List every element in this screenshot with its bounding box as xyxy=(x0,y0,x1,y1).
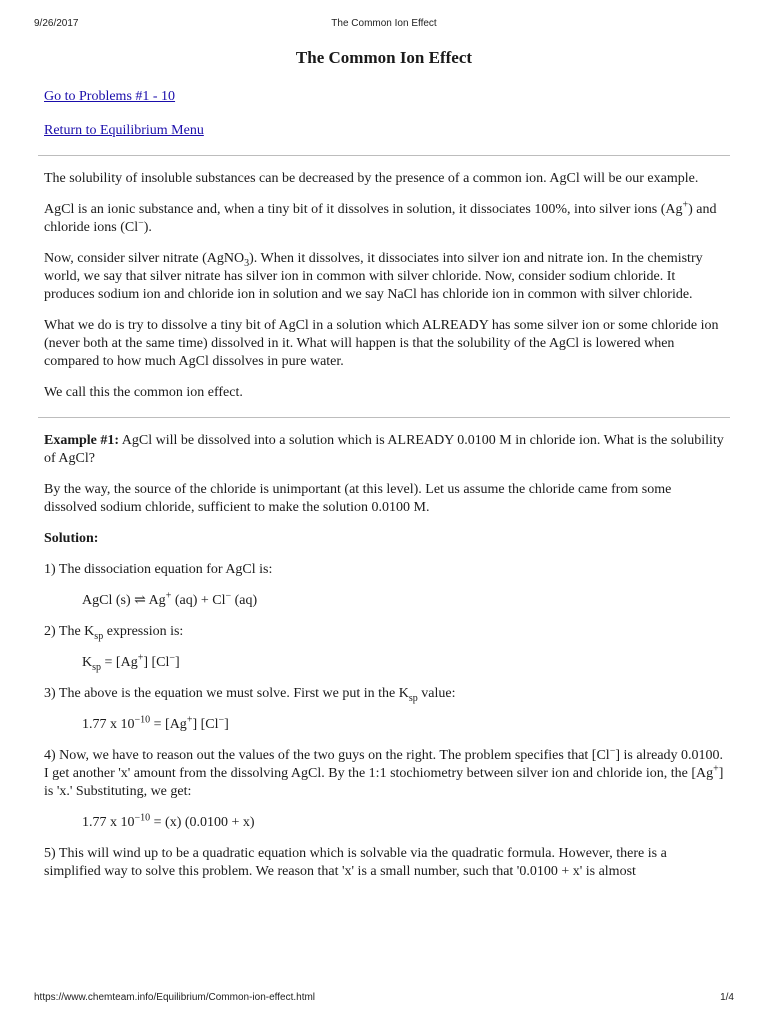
example-1-statement: Example #1: AgCl will be dissolved into a solution which is ALREADY 0.0100 M in chloride ion. What is the solubility of AgCl? xyxy=(44,433,724,466)
step-3: 3) The above is the equation we must solve. First we put in the $K_{sp}$ value: xyxy=(44,686,456,704)
example-1-note: By the way, the source of the chloride is unimportant (at this level). Let us assume the chloride came from some dissolved sodium chloride, sufficient to make the solution 0.0100 M. xyxy=(44,482,672,515)
intro-paragraph-4: What we do is try to dissolve a tiny bit of AgCl in a solution which ALREADY has some silver ion or some chloride ion (never both at the same time) dissolved in it. What will happen is that the solubility of the AgCl is lowered when compared to how much AgCl dissolves in pure water. xyxy=(44,318,719,369)
print-url: https://www.chemteam.info/Equilibrium/Common-ion-effect.html xyxy=(34,992,316,1003)
intro-paragraph-2: AgCl is an ionic substance and, when a tiny bit of it dissolves in solution, it dissociates 100%, into silver ions (Ag+) and chloride ions (Cl−). xyxy=(44,199,717,235)
divider xyxy=(38,417,730,418)
divider xyxy=(38,155,730,156)
equation-ksp-value: 1.77 x $10^{-10} = [Ag^+]$ [Cl−] xyxy=(82,714,229,732)
equation-ksp-expression: $K_{sp} = [Ag^+]$ [Cl−] xyxy=(82,652,180,673)
step-1: 1) The dissociation equation for AgCl is: xyxy=(44,562,273,577)
link-return-to-menu[interactable]: Return to Equilibrium Menu xyxy=(44,123,204,138)
print-page-number: 1/4 xyxy=(720,992,734,1003)
intro-paragraph-3: Now, consider silver nitrate (AgNO$_3$). When it dissolves, it dissociates into silver ion and nitrate ion. In the chemistry world, we say that silver nitrate has silver ion in common with silver chloride. Now, consider sodium chloride. It produces sodium ion and chloride ion in solution and we say NaCl has chloride ion in common with silver chloride. xyxy=(44,251,703,302)
link-go-to-problems[interactable]: Go to Problems #1 - 10 xyxy=(44,89,176,104)
document-body xyxy=(44,44,724,894)
print-date: 9/26/2017 xyxy=(34,18,79,29)
equation-dissociation: AgCl (s) ⇌ Ag+ (aq) + Cl− (aq) xyxy=(82,590,258,608)
solution-heading: Solution: xyxy=(44,531,99,546)
intro-paragraph-1: The solubility of insoluble substances can be decreased by the presence of a common ion. AgCl will be our example. xyxy=(44,171,699,186)
equation-substituted: 1.77 x $10^{-10} = (x) (0.0100 + x)$ xyxy=(82,812,255,830)
step-2: 2) The $K_{sp}$ expression is: xyxy=(44,624,184,642)
intro-paragraph-5: We call this the common ion effect. xyxy=(44,385,243,400)
example-label: Example #1: xyxy=(44,433,120,448)
step-4: 4) Now, we have to reason out the values of the two guys on the right. The problem specifies that [Cl−] is already 0.0100. I get another 'x' amount from the dissolving AgCl. By the 1:1 stochiometry between silver ion and chloride ion, the [Ag+] is 'x.' Substituting, we get: xyxy=(44,745,724,799)
page-title: The Common Ion Effect xyxy=(295,48,473,67)
print-title: The Common Ion Effect xyxy=(331,18,437,29)
step-5: 5) This will wind up to be a quadratic equation which is solvable via the quadratic formula. However, there is a simplified way to solve this problem. We reason that 'x' is a small number, such that '0.0100 + x' is almost xyxy=(44,846,667,879)
